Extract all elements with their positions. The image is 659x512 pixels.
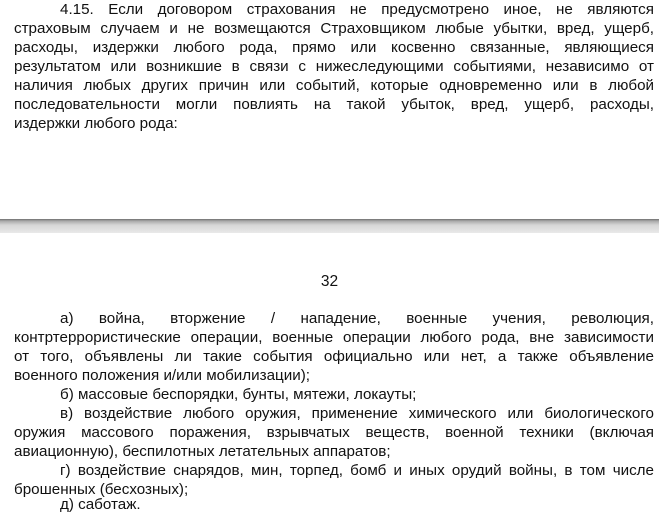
list-item-a-line: контртеррористические операции, военные операции любого рода, вне зависимости xyxy=(14,329,654,346)
page-separator xyxy=(0,219,659,233)
clause-4-15-line: результатом или возникшие в связи с нижеследующими событиями, независимо от xyxy=(14,58,654,75)
list-item-g-line: г) воздействие снарядов, мин, торпед, бомб и иных орудий войны, в том числе xyxy=(60,462,654,479)
list-item-b: б) массовые беспорядки, бунты, мятежи, локауты; xyxy=(60,386,417,403)
clause-4-15-line: издержки любого рода: xyxy=(14,115,178,132)
list-item-a-line: от того, объявлены ли такие события официально или нет, а также объявление xyxy=(14,348,654,365)
list-item-v-line: в) воздействие любого оружия, применение химического или биологического xyxy=(60,405,654,422)
clause-4-15-line: наличия любых других причин или событий, которые одновременно или в любой xyxy=(14,77,654,94)
clause-4-15-line: 4.15. Если договором страхования не предусмотрено иное, не являются xyxy=(60,1,654,18)
list-item-g-line: брошенных (бесхозных); xyxy=(14,481,189,498)
list-item-a-line: военного положения и/или мобилизации); xyxy=(14,367,310,384)
clause-4-15-line: расходы, издержки любого рода, прямо или косвенно связанные, являющиеся xyxy=(14,39,654,56)
list-item-v-line: оружия массового поражения, взрывчатых веществ, военной техники (включая xyxy=(14,424,654,441)
clause-4-15-line: последовательности могли повлиять на такой убыток, вред, ущерб, расходы, xyxy=(14,96,654,113)
document-page-bottom xyxy=(0,233,659,512)
list-item-v-line: авиационную), беспилотных летательных аппаратов; xyxy=(14,443,391,460)
list-item-d: д) саботаж. xyxy=(60,496,141,512)
list-item-a-line: а) война, вторжение / нападение, военные учения, революция, xyxy=(60,310,654,327)
clause-4-15-line: страховым случаем и не возмещаются Страховщиком любые убытки, вред, ущерб, xyxy=(14,20,654,37)
page-number: 32 xyxy=(320,273,339,290)
document-page-top xyxy=(0,0,659,219)
